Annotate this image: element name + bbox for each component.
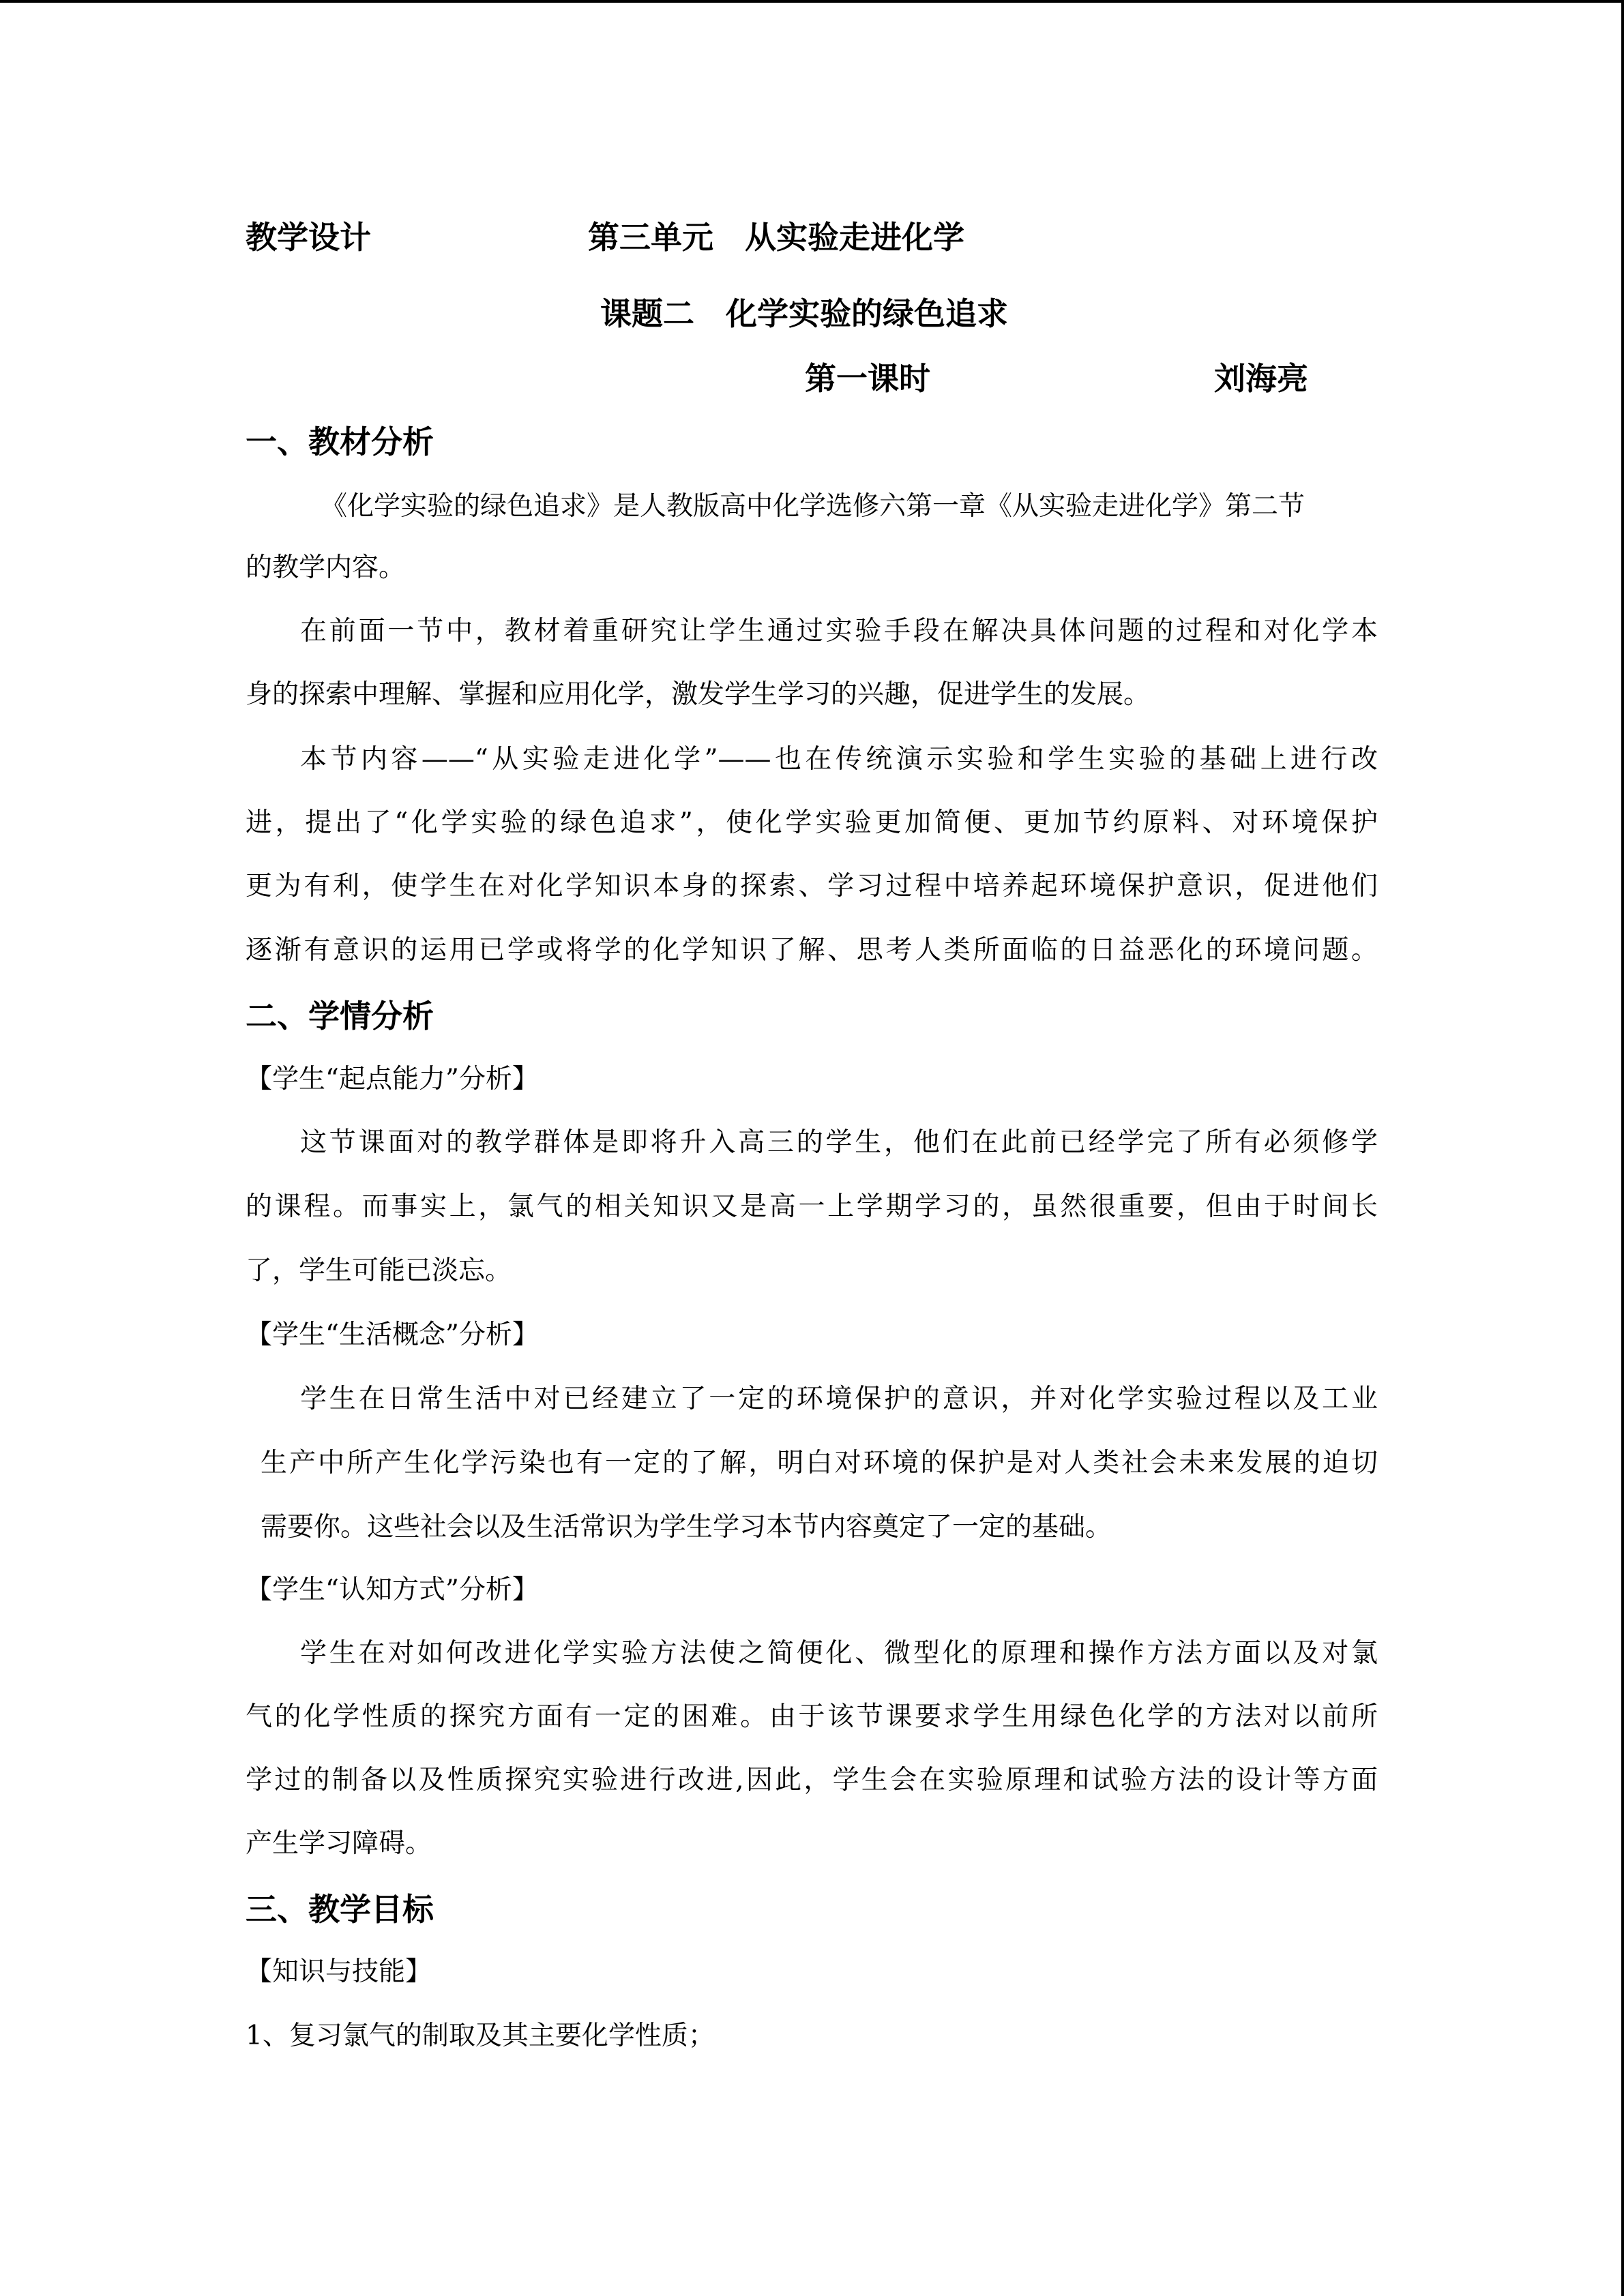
section-heading-textbook-analysis: 一、教材分析 bbox=[246, 423, 434, 460]
section-heading-student-analysis: 二、学情分析 bbox=[246, 998, 434, 1034]
subsection-label: 【知识与技能】 bbox=[246, 1956, 432, 1987]
subsection-label: 【学生“生活概念”分析】 bbox=[246, 1320, 539, 1350]
paragraph-line: 的教学内容。 bbox=[246, 552, 406, 583]
top-border-line bbox=[0, 0, 1624, 3]
paragraph-line: 更为有利，使学生在对化学知识本身的探索、学习过程中培养起环境保护意识，促进他们 bbox=[246, 871, 1378, 901]
paragraph-line: 的课程。而事实上，氯气的相关知识又是高一上学期学习的，虽然很重要，但由于时间长 bbox=[246, 1191, 1378, 1222]
paragraph-line: 产生学习障碍。 bbox=[246, 1828, 432, 1859]
list-item: 1、复习氯气的制取及其主要化学性质； bbox=[246, 2021, 715, 2051]
right-border-line bbox=[1621, 0, 1624, 2296]
period-label: 第一课时 bbox=[805, 360, 930, 397]
paragraph-line: 了，学生可能已淡忘。 bbox=[246, 1255, 512, 1286]
paragraph-line: 逐渐有意识的运用已学或将学的化学知识了解、思考人类所面临的日益恶化的环境问题。 bbox=[246, 935, 1378, 966]
paragraph-line: 学过的制备以及性质探究实验进行改进,因此，学生会在实验原理和试验方法的设计等方面 bbox=[246, 1765, 1378, 1795]
paragraph-line: 身的探索中理解、掌握和应用化学，激发学生学习的兴趣，促进学生的发展。 bbox=[246, 679, 1151, 710]
paragraph-line: 学生在对如何改进化学实验方法使之简便化、微型化的原理和操作方法方面以及对氯 bbox=[300, 1638, 1378, 1669]
paragraph-line: 《化学实验的绿色追求》是人教版高中化学选修六第一章《从实验走进化学》第二节 bbox=[321, 491, 1305, 522]
author-name: 刘海亮 bbox=[1214, 360, 1308, 397]
doc-label: 教学设计 bbox=[246, 219, 371, 256]
paragraph-line: 需要你。这些社会以及生活常识为学生学习本节内容奠定了一定的基础。 bbox=[261, 1512, 1112, 1542]
subsection-label: 【学生“起点能力”分析】 bbox=[246, 1064, 539, 1094]
paragraph-line: 这节课面对的教学群体是即将升入高三的学生，他们在此前已经学完了所有必须修学 bbox=[300, 1127, 1378, 1158]
unit-title: 第三单元 从实验走进化学 bbox=[588, 219, 964, 256]
paragraph-line: 进，提出了“化学实验的绿色追求”，使化学实验更加简便、更加节约原料、对环境保护 bbox=[246, 807, 1378, 838]
paragraph-line: 在前面一节中，教材着重研究让学生通过实验手段在解决具体问题的过程和对化学本 bbox=[300, 616, 1378, 646]
subsection-label: 【学生“认知方式”分析】 bbox=[246, 1575, 539, 1605]
paragraph-line: 生产中所产生化学污染也有一定的了解，明白对环境的保护是对人类社会未来发展的迫切 bbox=[261, 1448, 1378, 1478]
lesson-title: 课题二 化学实验的绿色追求 bbox=[600, 295, 1008, 332]
paragraph-line: 学生在日常生活中对已经建立了一定的环境保护的意识，并对化学实验过程以及工业 bbox=[300, 1384, 1378, 1414]
section-heading-teaching-goals: 三、教学目标 bbox=[246, 1891, 434, 1928]
paragraph-line: 本节内容——“从实验走进化学”——也在传统演示实验和学生实验的基础上进行改 bbox=[300, 744, 1378, 775]
paragraph-line: 气的化学性质的探究方面有一定的困难。由于该节课要求学生用绿色化学的方法对以前所 bbox=[246, 1701, 1378, 1732]
